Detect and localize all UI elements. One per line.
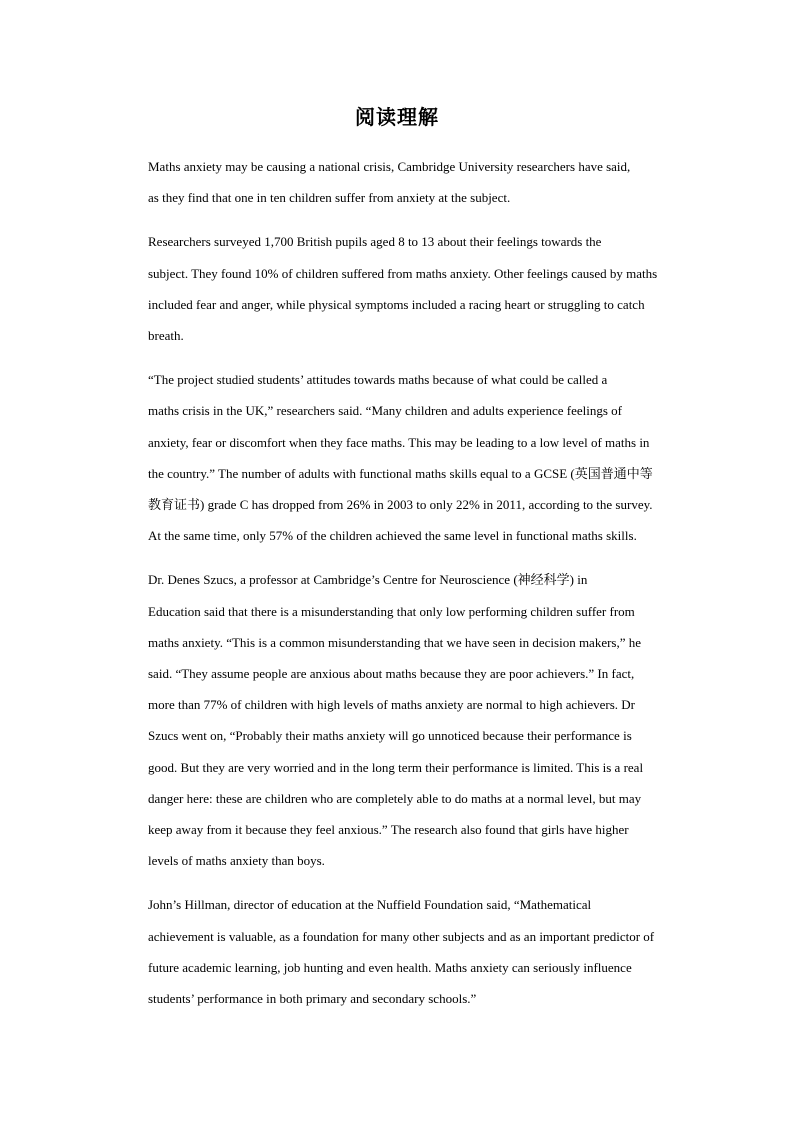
paragraph-line: good. But they are very worried and in the long term their performance is limited. This is a real (148, 759, 644, 775)
paragraph-line: included fear and anger, while physical symptoms included a racing heart or struggling to catch (148, 296, 645, 312)
paragraph-line: Maths anxiety may be causing a national crisis, Cambridge University researchers have said, (148, 159, 631, 174)
paragraph-line: maths anxiety. “This is a common misunderstanding that we have seen in decision makers,” he (148, 634, 642, 650)
page-title: 阅读理解 (355, 107, 439, 129)
paragraph-line: keep away from it because they feel anxious.” The research also found that girls have higher (148, 822, 629, 838)
article-body (120, 151, 674, 1027)
paragraph-line: the country.” The number of adults with functional maths skills equal to a GCSE (英国普通中等 (148, 465, 653, 481)
paragraph-line: future academic learning, job hunting and even health. Maths anxiety can seriously influence (148, 959, 632, 975)
paragraph-line: danger here: these are children who are completely able to do maths at a normal level, but may (148, 790, 642, 806)
paragraph-line: said. “They assume people are anxious about maths because they are poor achievers.” In fact, (148, 666, 635, 682)
paragraph-line: 教育证书) grade C has dropped from 26% in 2003 to only 22% in 2011, according to the survey. (148, 497, 653, 513)
paragraph-line: Education said that there is a misunderstanding that only low performing children suffer from (148, 603, 635, 619)
paragraph-line: At the same time, only 57% of the children achieved the same level in functional maths skills. (148, 528, 637, 544)
paragraph-line: achievement is valuable, as a foundation for many other subjects and as an important predictor of (148, 928, 655, 944)
paragraph-line: Researchers surveyed 1,700 British pupils aged 8 to 13 about their feelings towards the (148, 234, 602, 250)
paragraph-line: students’ performance in both primary and secondary schools.” (148, 991, 477, 1007)
paragraph-line: John’s Hillman, director of education at the Nuffield Foundation said, “Mathematical (148, 897, 592, 913)
paragraph-line: breath. (148, 328, 184, 344)
paragraph-line: as they find that one in ten children suffer from anxiety at the subject. (148, 190, 511, 206)
paragraph-line: more than 77% of children with high levels of maths anxiety are normal to high achievers. Dr (148, 697, 635, 713)
paragraph-line: levels of maths anxiety than boys. (148, 853, 325, 869)
paragraph-4 (120, 564, 674, 876)
paragraph-line: Dr. Denes Szucs, a professor at Cambridge’s Centre for Neuroscience (神经科学) in (148, 572, 588, 588)
paragraph-line: “The project studied students’ attitudes towards maths because of what could be called a (148, 372, 608, 388)
paragraph-3 (120, 364, 674, 551)
paragraph-line: maths crisis in the UK,” researchers said. “Many children and adults experience feelings of (148, 403, 622, 419)
paragraph-1 (120, 151, 674, 213)
paragraph-5 (120, 889, 674, 1014)
paragraph-line: subject. They found 10% of children suffered from maths anxiety. Other feelings caused by maths (148, 265, 658, 281)
paragraph-line: Szucs went on, “Probably their maths anxiety will go unnoticed because their performance is (148, 728, 632, 744)
paragraph-2 (120, 226, 674, 351)
paragraph-line: anxiety, fear or discomfort when they face maths. This may be leading to a low level of maths in (148, 434, 650, 450)
